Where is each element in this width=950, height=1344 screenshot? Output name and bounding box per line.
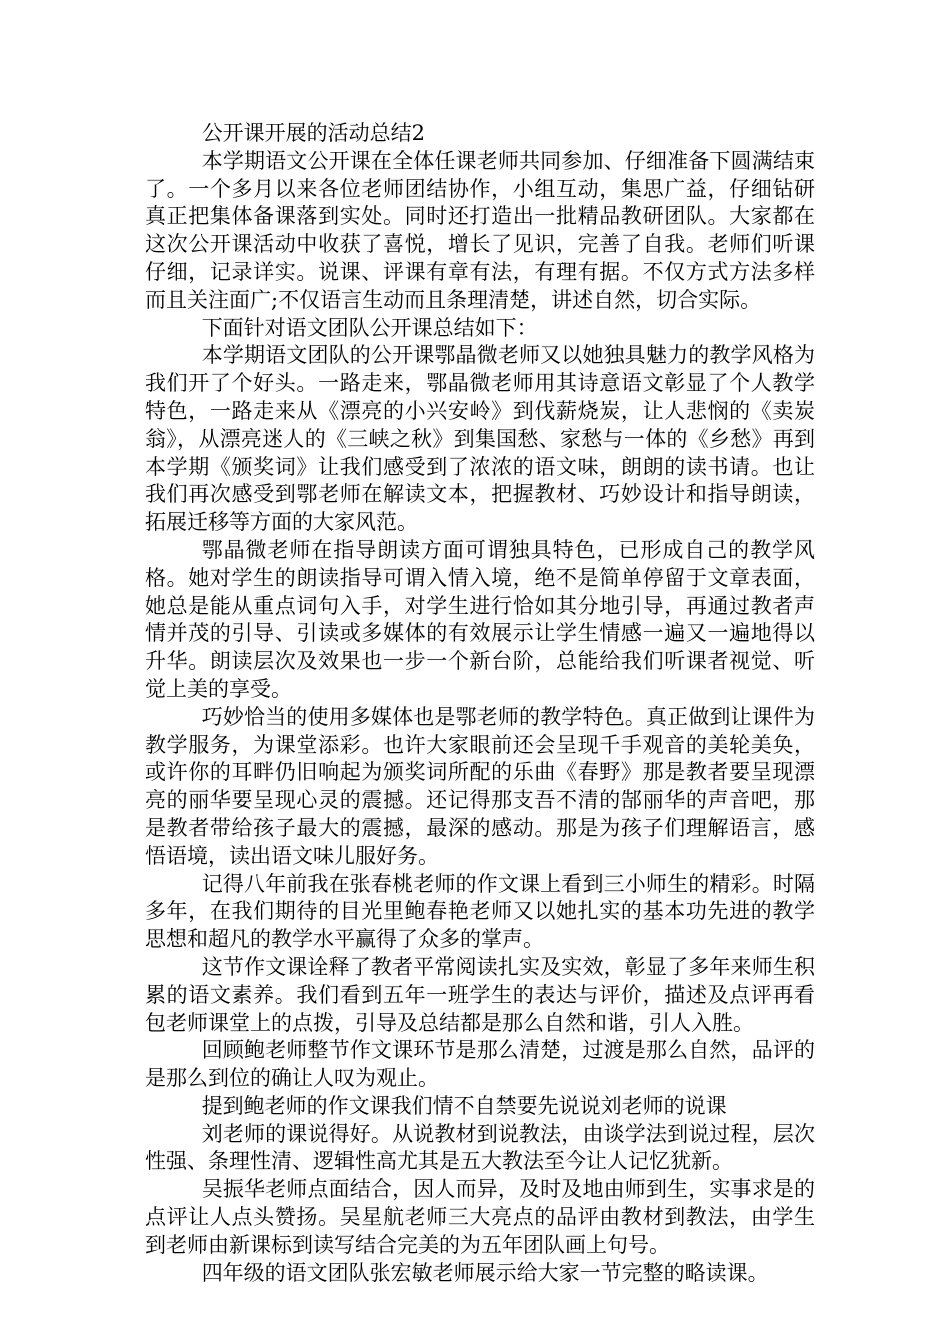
- paragraph-3: 本学期语文团队的公开课鄂晶微老师又以她独具魅力的教学风格为我们开了个好头。一路走来，鄂晶微老师用其诗意语文彰显了个人教学特色，一路走来从《漂亮的小兴安岭》到伐薪烧炭，让人悲悯的《卖炭翁》，从漂亮迷人的《三峡之秋》到集国愁、家愁与一体的《乡愁》再到本学期《颁奖词》让我们感受到了浓浓的语文味，朗朗的读书请。也让我们再次感受到鄂老师在解读文本，把握教材、巧妙设计和指导朗读，拓展迁移等方面的大家风范。: [145, 343, 815, 535]
- paragraph-12: 四年级的语文团队张宏敏老师展示给大家一节完整的略读课。: [201, 1260, 769, 1285]
- paragraph-1: 本学期语文公开课在全体任课老师共同参加、仔细准备下圆满结束了。一个多月以来各位老师团结协作，小组互动，集思广益，仔细钻研真正把集体备课落到实处。同时还打造出一批精品教研团队。大家都在这次公开课活动中收获了喜悦，增长了见识，完善了自我。老师们听课仔细，记录详实。说课、评课有章有法，有理有据。不仅方式方法多样而且关注面广;不仅语言生动而且条理清楚，讲述自然，切合实际。: [145, 148, 815, 312]
- paragraph-7: 这节作文课诠释了教者平常阅读扎实及实效，彰显了多年来师生积累的语文素养。我们看到五年一班学生的表达与评价，描述及点评再看包老师课堂上的点拨，引导及总结都是那么自然和谐，引人入胜。: [145, 954, 815, 1035]
- paragraph-4: 鄂晶微老师在指导朗读方面可谓独具特色，已形成自己的教学风格。她对学生的朗读指导可谓入情入境，绝不是简单停留于文章表面，她总是能从重点词句入手，对学生进行恰如其分地引导，再通过教者声情并茂的引导、引读或多媒体的有效展示让学生情感一遍又一遍地得以升华。朗读层次及效果也一步一个新台阶，总能给我们听课者视觉、听觉上美的享受。: [145, 537, 815, 701]
- paragraph-10: 刘老师的课说得好。从说教材到说教法，由谈学法到说过程，层次性强、条理性清、逻辑性高尤其是五大教法至今让人记忆犹新。: [145, 1121, 815, 1174]
- document-title: 公开课开展的活动总结2: [201, 121, 426, 145]
- paragraph-2: 下面针对语文团队公开课总结如下：: [201, 315, 538, 340]
- paragraph-5: 巧妙恰当的使用多媒体也是鄂老师的教学特色。真正做到让课件为教学服务，为课堂添彩。也许大家眼前还会呈现千手观音的美轮美奂，或许你的耳畔仍旧响起为颁奖词所配的乐曲《春野》那是教者要呈现漂亮的丽华要呈现心灵的震撼。还记得那支吾不清的郜丽华的声音吧，那是教者带给孩子最大的震撼，最深的感动。那是为孩子们理解语言，感悟语境，读出语文味儿服好务。: [145, 704, 815, 868]
- paragraph-9: 提到鲍老师的作文课我们情不自禁要先说说刘老师的说课: [201, 1093, 727, 1118]
- paragraph-11: 吴振华老师点面结合，因人而异，及时及地由师到生，实事求是的点评让人点头赞扬。吴星航老师三大亮点的品评由教材到教法，由学生到老师由新课标到读写结合完美的为五年团队画上句号。: [145, 1177, 815, 1257]
- paragraph-8: 回顾鲍老师整节作文课环节是那么清楚，过渡是那么自然，品评的是那么到位的确让人叹为观止。: [145, 1038, 815, 1091]
- paragraph-6: 记得八年前我在张春桃老师的作文课上看到三小师生的精彩。时隔多年，在我们期待的目光里鲍春艳老师又以她扎实的基本功先进的教学思想和超凡的教学水平赢得了众多的掌声。: [145, 871, 815, 952]
- document-body: [145, 120, 815, 1287]
